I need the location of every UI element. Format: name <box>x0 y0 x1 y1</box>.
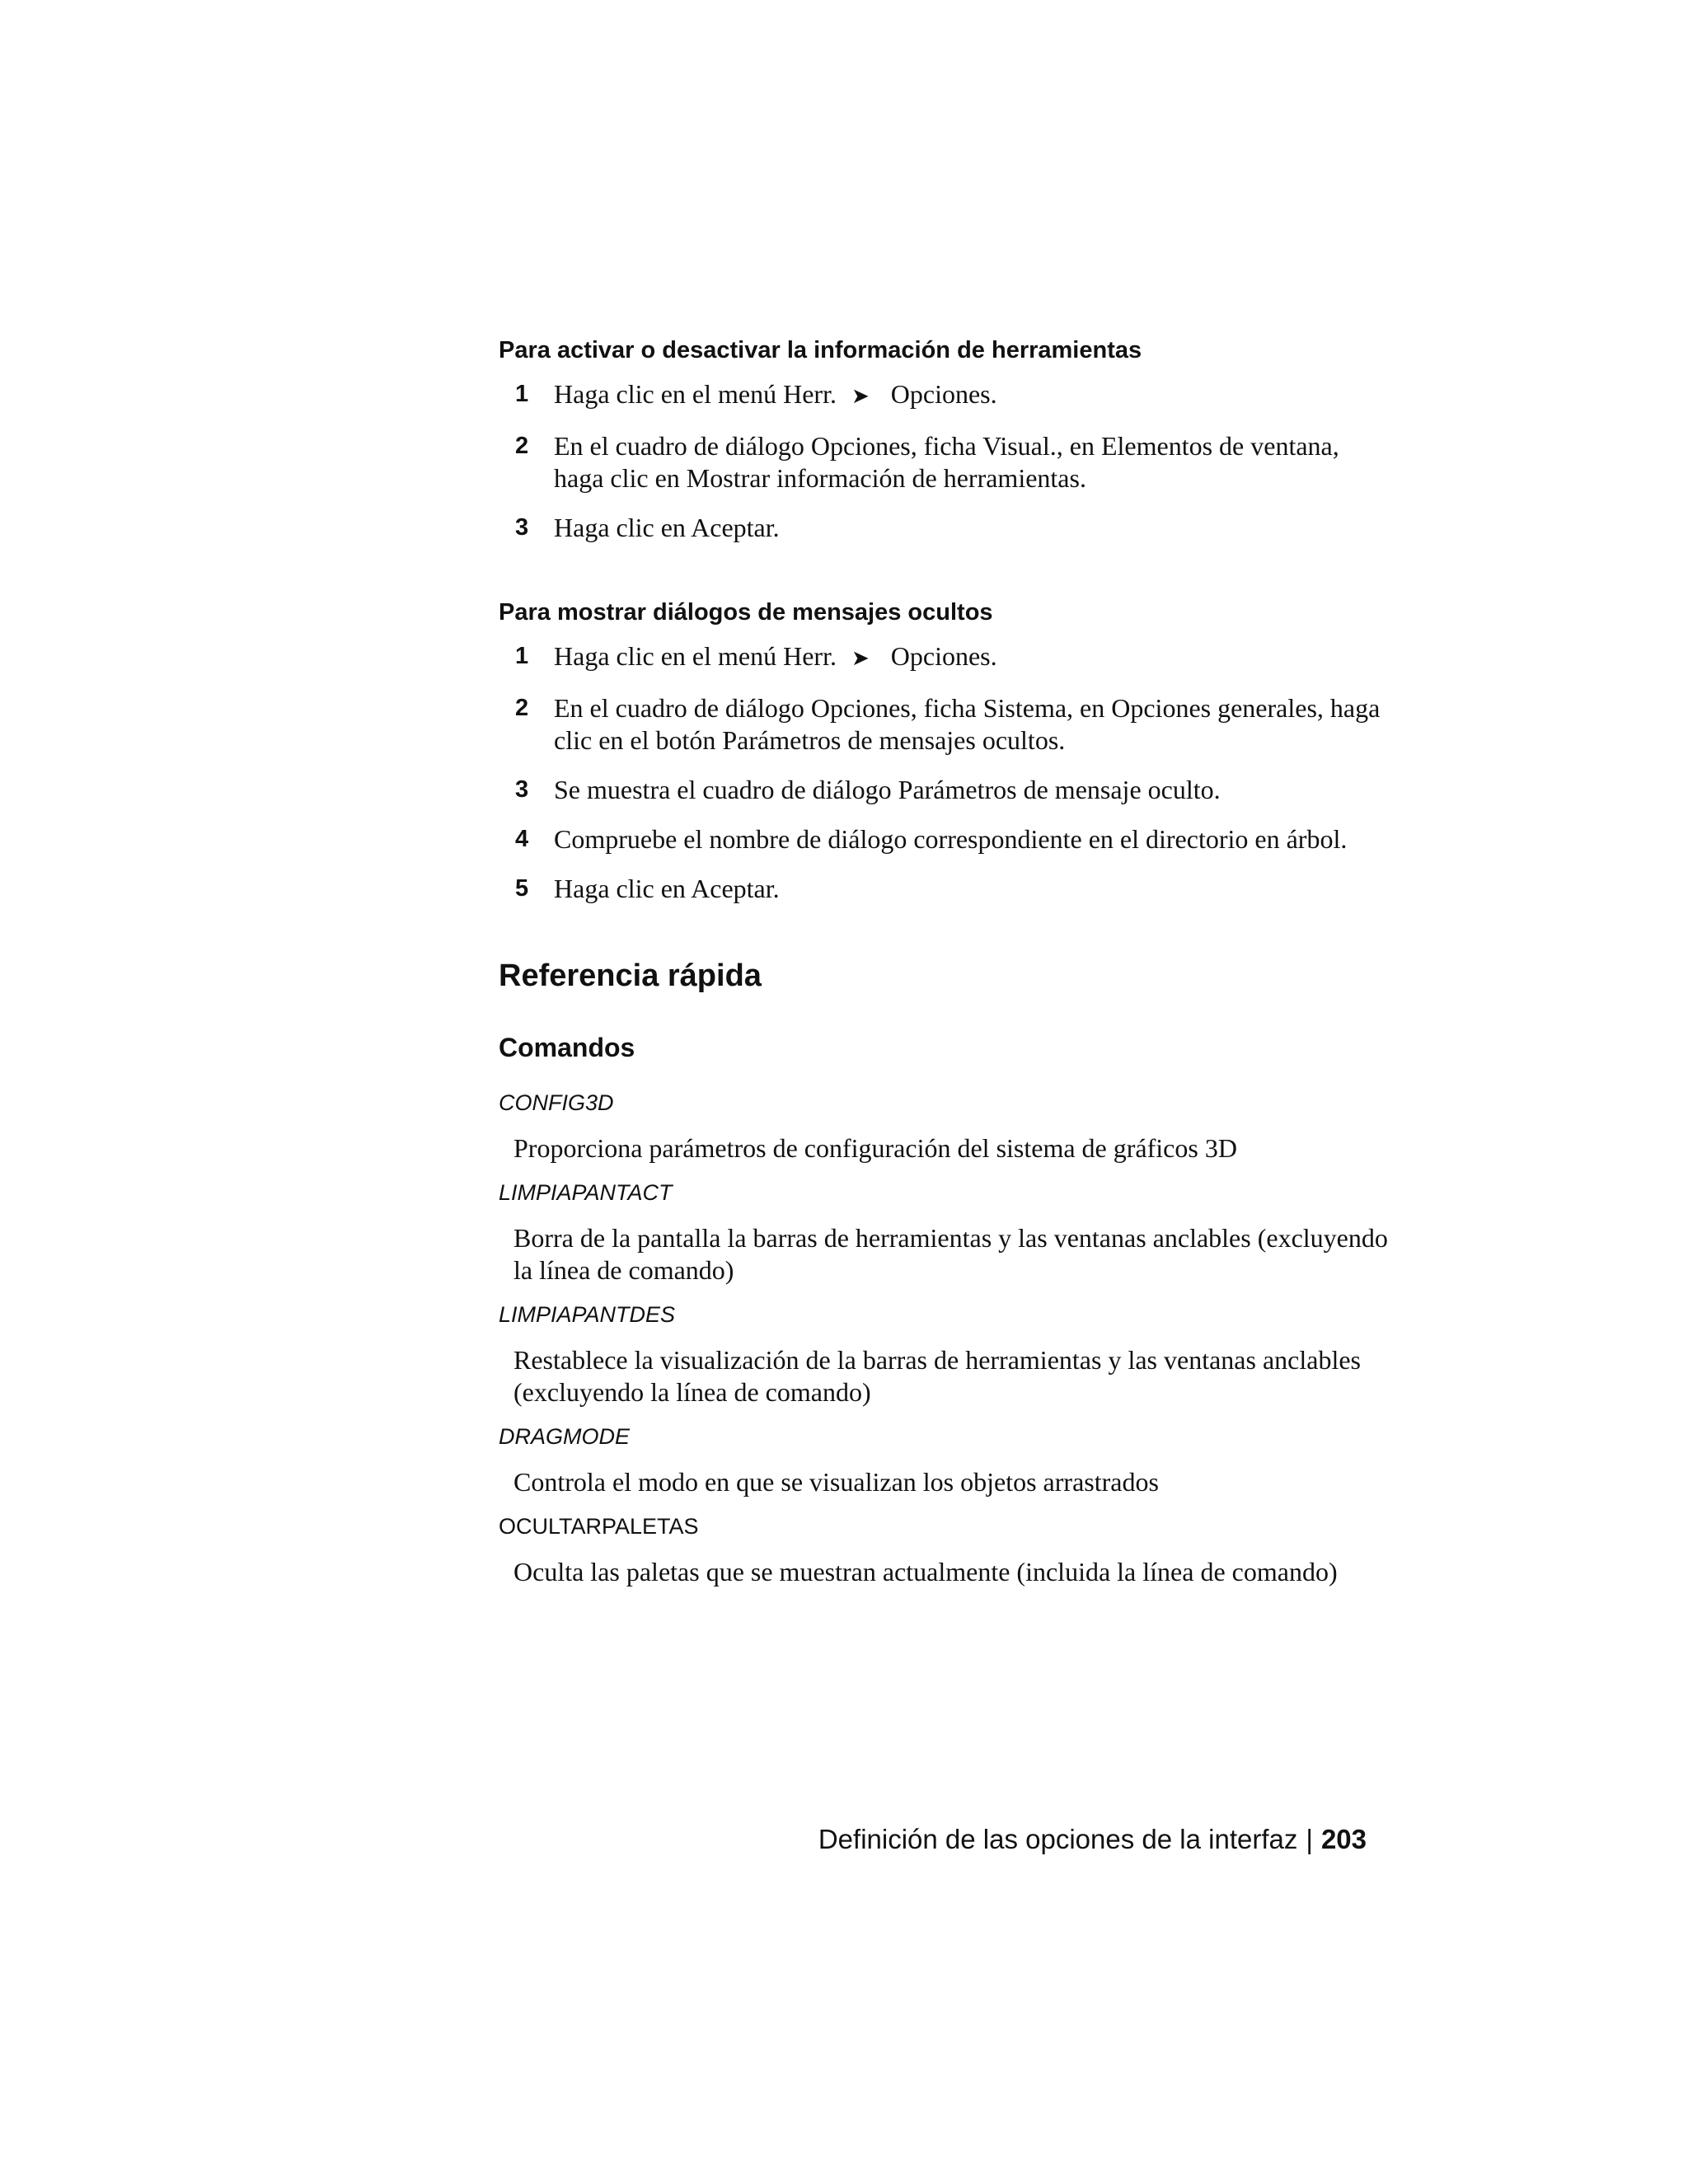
page-content <box>499 334 1389 1601</box>
section-title: Referencia rápida <box>499 958 762 993</box>
footer-separator: | <box>1306 1824 1313 1854</box>
step-text: Compruebe el nombre de diálogo correspondiente en el directorio en árbol. <box>554 824 1348 854</box>
procedure-toggle-tooltips <box>499 334 1389 544</box>
step-item <box>499 378 1389 413</box>
step-text-after: Opciones. <box>890 379 997 409</box>
step-number: 2 <box>515 433 529 459</box>
step-item <box>499 692 1389 757</box>
step-item <box>499 512 1389 544</box>
command-list <box>499 1088 1389 1588</box>
page-footer <box>818 1821 1367 1858</box>
step-text: Haga clic en Aceptar. <box>554 874 780 903</box>
menu-arrow-icon: ➤ <box>851 384 870 409</box>
step-number: 3 <box>515 776 529 803</box>
command-name: LIMPIAPANTDES <box>499 1302 676 1327</box>
step-number: 2 <box>515 695 529 721</box>
command-name: OCULTARPALETAS <box>499 1514 699 1539</box>
command-description: Oculta las paletas que se muestran actualmente (incluida la línea de comando) <box>513 1557 1338 1586</box>
step-item <box>499 873 1389 905</box>
spacer <box>499 561 1389 596</box>
step-text <box>554 378 1389 413</box>
command-description: Borra de la pantalla la barras de herramientas y las ventanas anclables (excluyendo la línea de comando) <box>513 1223 1388 1285</box>
command-description: Proporciona parámetros de configuración del sistema de gráficos 3D <box>513 1133 1237 1163</box>
step-text <box>554 640 1389 675</box>
step-list <box>499 378 1389 544</box>
command-name: CONFIG3D <box>499 1090 614 1115</box>
procedure-show-hidden-messages <box>499 596 1389 905</box>
step-item <box>499 823 1389 855</box>
step-number: 1 <box>515 381 529 407</box>
step-text: Se muestra el cuadro de diálogo Parámetros de mensaje oculto. <box>554 775 1221 804</box>
procedure-title: Para mostrar diálogos de mensajes ocultos <box>499 599 993 626</box>
page-number: 203 <box>1320 1824 1367 1854</box>
step-text-main: Haga clic en el menú Herr. <box>554 641 837 671</box>
step-number: 3 <box>515 514 529 541</box>
footer-chapter-title: Definición de las opciones de la interfaz <box>818 1824 1298 1854</box>
command-name: LIMPIAPANTACT <box>499 1180 673 1205</box>
command-description: Controla el modo en que se visualizan los objetos arrastrados <box>513 1467 1159 1497</box>
step-number: 5 <box>515 875 529 902</box>
step-number: 4 <box>515 826 529 852</box>
step-item <box>499 774 1389 806</box>
step-text: Haga clic en Aceptar. <box>554 513 780 542</box>
step-text-main: Haga clic en el menú Herr. <box>554 379 837 409</box>
step-text: En el cuadro de diálogo Opciones, ficha Visual., en Elementos de ventana, haga clic en Mostrar información de herramientas. <box>554 431 1339 493</box>
command-name: DRAGMODE <box>499 1424 631 1449</box>
step-item <box>499 640 1389 675</box>
procedure-title: Para activar o desactivar la información de herramientas <box>499 337 1142 363</box>
step-item <box>499 430 1389 494</box>
step-number: 1 <box>515 643 529 669</box>
menu-arrow-icon: ➤ <box>851 646 870 671</box>
step-list <box>499 640 1389 905</box>
step-text: En el cuadro de diálogo Opciones, ficha Sistema, en Opciones generales, haga clic en el botón Parámetros de mensajes ocultos. <box>554 693 1381 755</box>
command-description: Restablece la visualización de la barras de herramientas y las ventanas anclables (excluyendo la línea de comando) <box>513 1345 1361 1407</box>
step-text-after: Opciones. <box>890 641 997 671</box>
subsection-title: Comandos <box>499 1033 635 1062</box>
